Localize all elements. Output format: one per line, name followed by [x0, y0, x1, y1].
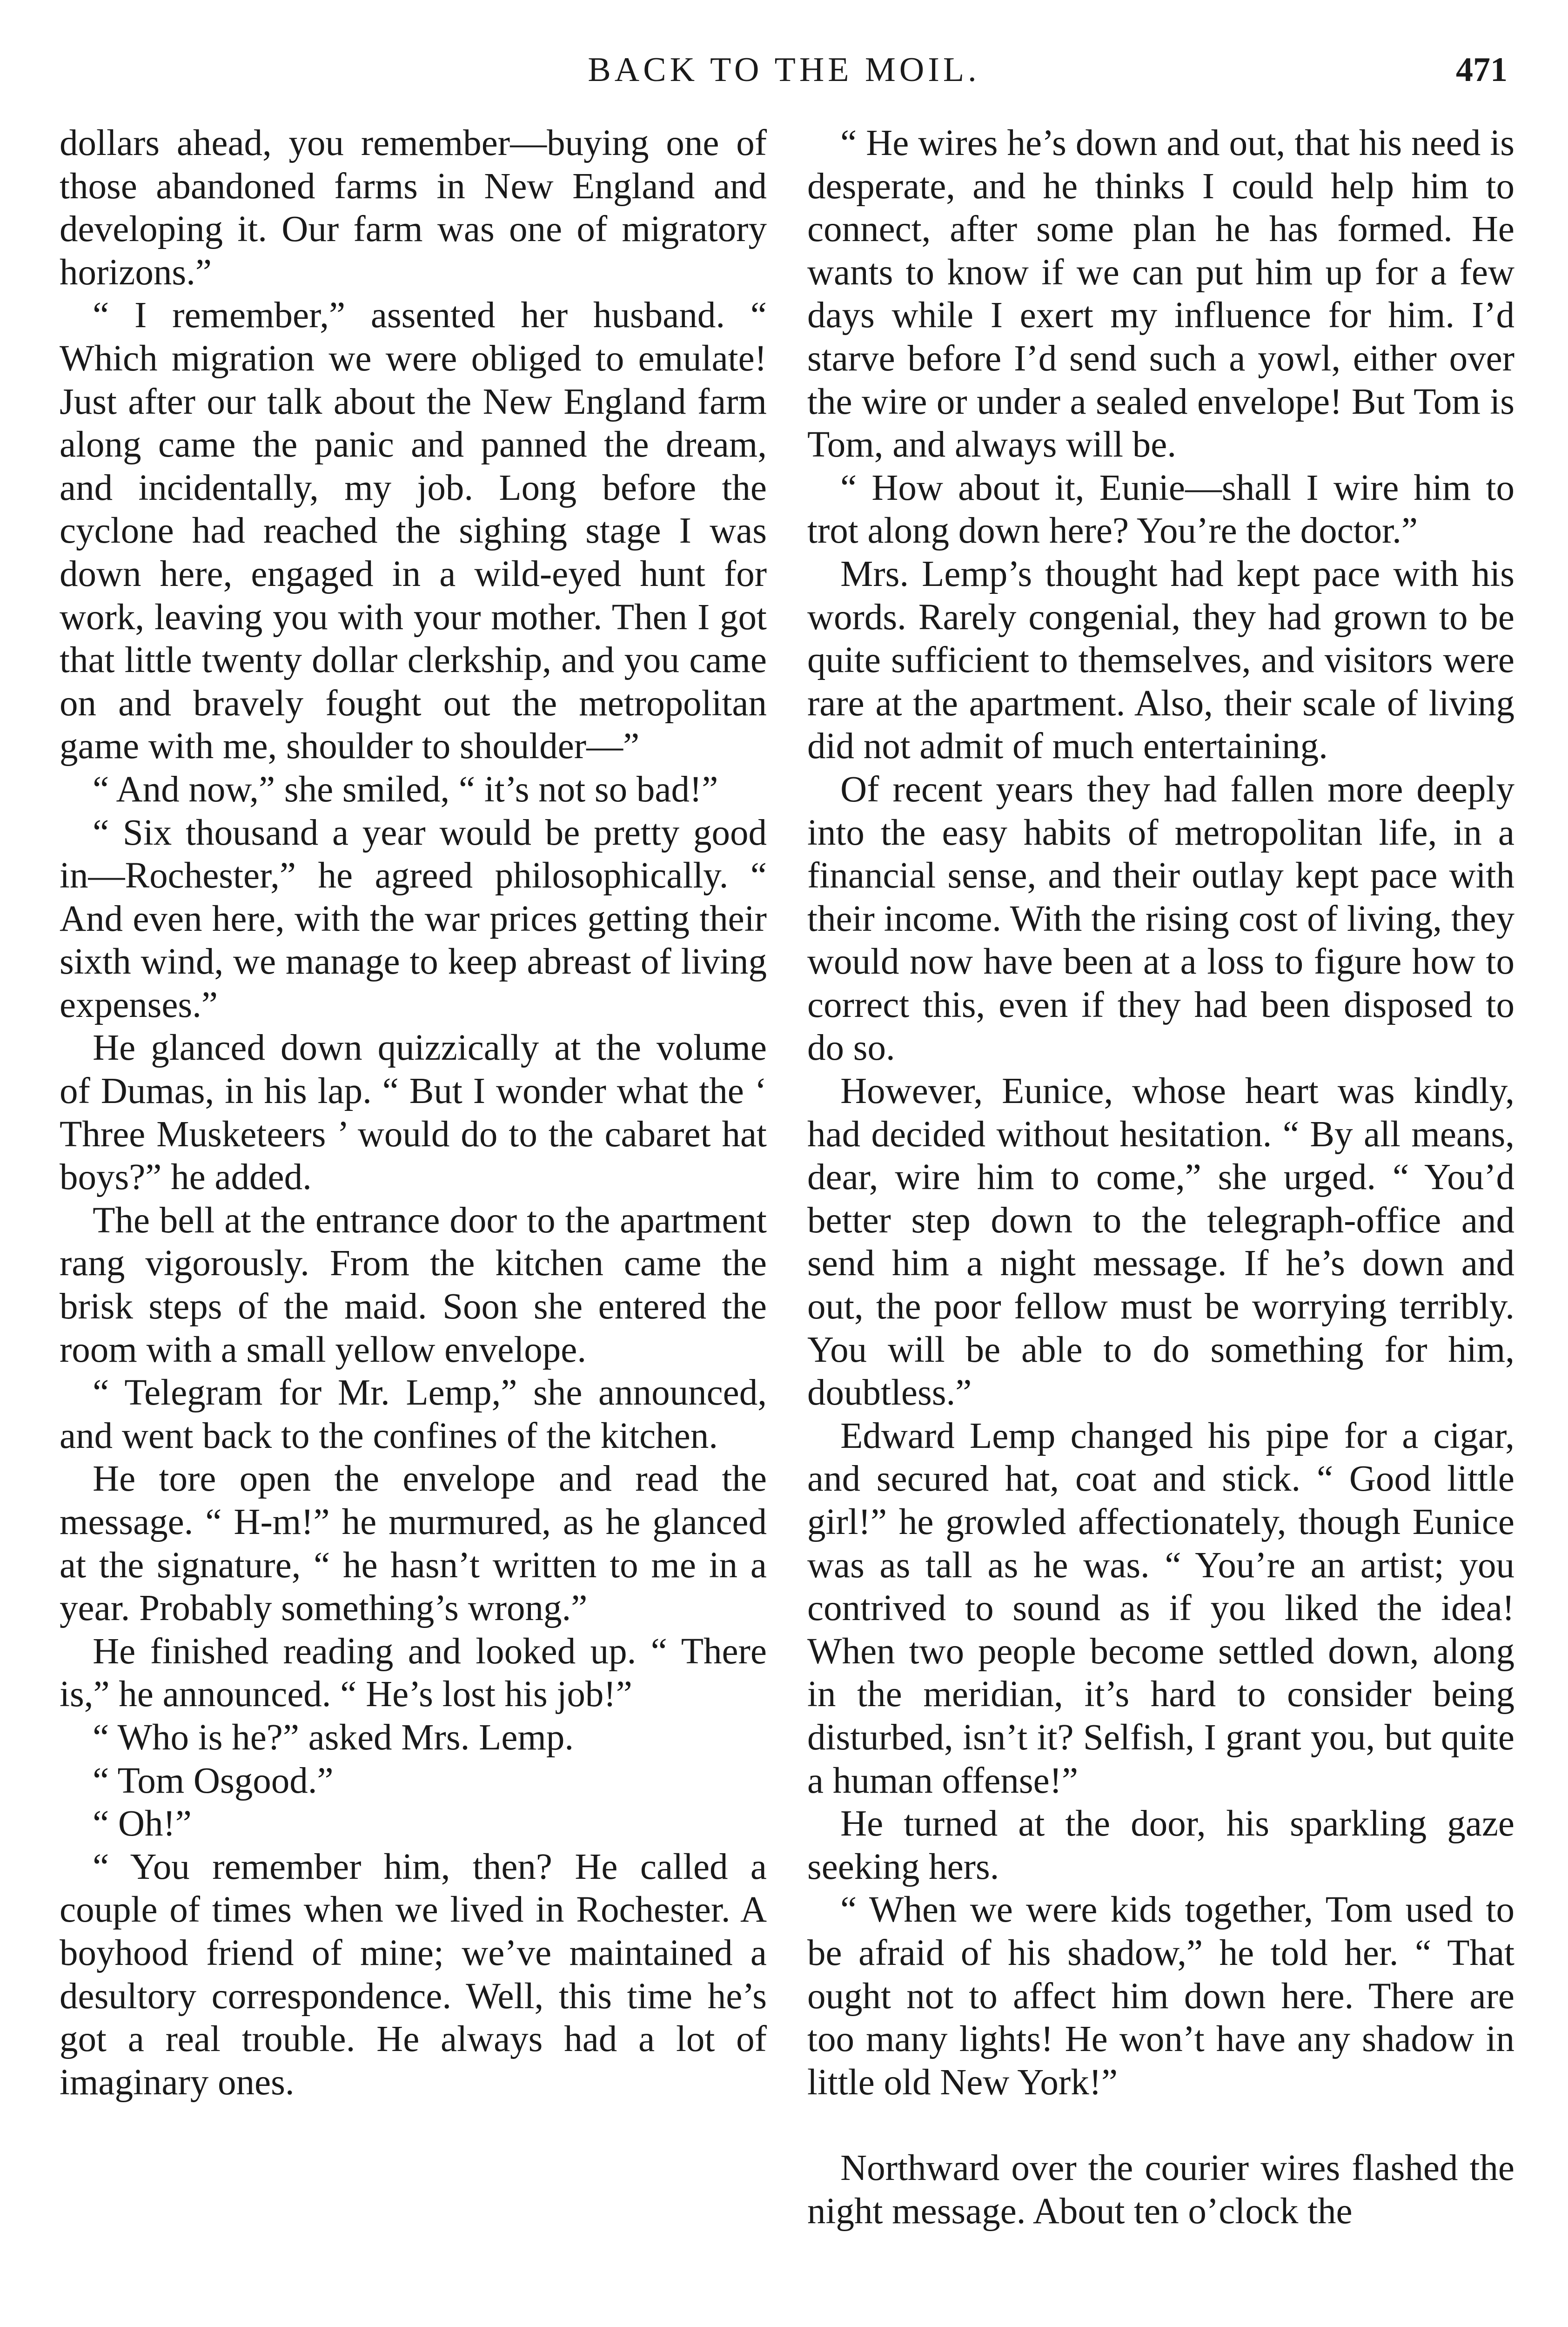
- paragraph: “ How about it, Eunie—shall I wire him to trot along down here? You’re the doctor.”: [807, 467, 1514, 551]
- paragraph: “ And now,” she smiled, “ it’s not so bad!”: [93, 769, 718, 810]
- right-column: [807, 122, 1514, 2233]
- paragraph: “ Oh!”: [93, 1803, 192, 1844]
- paragraph: The bell at the entrance door to the apartment rang vigorously. From the kitchen came the brisk steps of the maid. Soon she entered the room with a small yellow envelope.: [60, 1200, 767, 1370]
- paragraph: He tore open the envelope and read the message. “ H-m!” he murmured, as he glanced at the signature, “ he hasn’t written to me in a year. Probably something’s wrong.”: [60, 1459, 767, 1629]
- paragraph: “ Tom Osgood.”: [93, 1760, 334, 1801]
- paragraph: Of recent years they had fallen more deeply into the easy habits of metropolitan life, in a financial sense, and their outlay kept pace with their income. With the rising cost of living, they would now have been at a loss to figure how to correct this, even if they had been disposed to do so.: [807, 769, 1514, 1069]
- paragraph: “ Telegram for Mr. Lemp,” she announced, and went back to the confines of the kitchen.: [60, 1372, 767, 1456]
- page-number: 471: [1456, 51, 1508, 89]
- page-header: [60, 44, 1508, 95]
- paragraph: He glanced down quizzically at the volume of Dumas, in his lap. “ But I wonder what the ‘ Three Musketeers ’ would do to the cabaret hat boys?” he added.: [60, 1028, 767, 1198]
- paragraph: Mrs. Lemp’s thought had kept pace with his words. Rarely congenial, they had grown to be quite sufficient to themselves, and visitors were rare at the apartment. Also, their scale of living did not admit of much entertaining.: [807, 553, 1514, 767]
- running-title: BACK TO THE MOIL.: [588, 51, 980, 89]
- paragraph: “ I remember,” assented her husband. “ Which migration we were obliged to emulate! Just after our talk about the New England farm along came the panic and panned the dream, and incidentally, my job. Long before the cyclone had reached the sighing stage I was down here, engaged in a wild-eyed hunt for work, leaving you with your mother. Then I got that little twenty dollar clerkship, and you came on and bravely fought out the metropolitan game with me, shoulder to shoulder—”: [60, 295, 767, 767]
- paragraph: He finished reading and looked up. “ There is,” he announced. “ He’s lost his job!”: [60, 1631, 767, 1715]
- left-column: [60, 122, 767, 2104]
- paragraph: He turned at the door, his sparkling gaze seeking hers.: [807, 1803, 1514, 1887]
- paragraph: “ He wires he’s down and out, that his need is desperate, and he thinks I could help him to connect, after some plan he has formed. He wants to know if we can put him up for a few days while I exert my influence for him. I’d starve before I’d send such a yowl, either over the wire or under a sealed envelope! But Tom is Tom, and always will be.: [807, 123, 1514, 465]
- paragraph: “ Who is he?” asked Mrs. Lemp.: [93, 1717, 574, 1758]
- paragraph: “ You remember him, then? He called a couple of times when we lived in Rochester. A boyhood friend of mine; we’ve maintained a desultory correspondence. Well, this time he’s got a real trouble. He always had a lot of imaginary ones.: [60, 1846, 767, 2103]
- paragraph: “ Six thousand a year would be pretty good in—Rochester,” he agreed philosophically. “ And even here, with the war prices getting their sixth wind, we manage to keep abreast of living expenses.”: [60, 812, 767, 1025]
- paragraph: dollars ahead, you remember—buying one of those abandoned farms in New England and developing it. Our farm was one of migratory horizons.”: [60, 123, 767, 293]
- paragraph: “ When we were kids together, Tom used to be afraid of his shadow,” he told her. “ That ought not to affect him down here. There are too many lights! He won’t have any shadow in little old New York!”: [807, 1890, 1514, 2103]
- paragraph: Edward Lemp changed his pipe for a cigar, and secured hat, coat and stick. “ Good little girl!” he growled affectionately, though Eunice was as tall as he was. “ You’re an artist; you contrived to sound as if you liked the idea! When two people become settled down, along in the meridian, it’s hard to consider being disturbed, isn’t it? Selfish, I grant you, but quite a human offense!”: [807, 1415, 1514, 1801]
- paragraph: However, Eunice, whose heart was kindly, had decided without hesitation. “ By all means, dear, wire him to come,” she urged. “ You’d better step down to the telegraph-office and send him a night message. If he’s down and out, the poor fellow must be worrying terribly. You will be able to do something for him, doubtless.”: [807, 1071, 1514, 1413]
- paragraph: Northward over the courier wires flashed the night message. About ten o’clock the: [807, 2148, 1514, 2232]
